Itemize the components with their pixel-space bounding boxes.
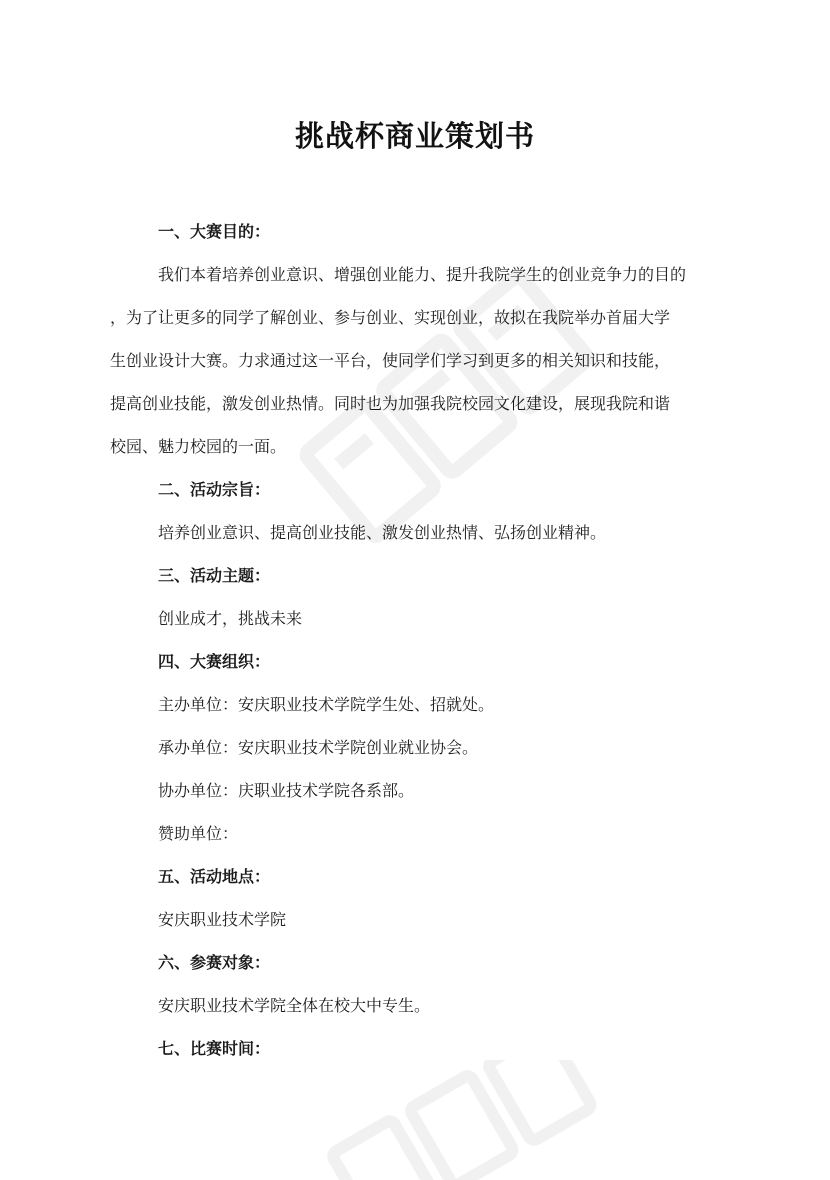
section-heading: 四、大赛组织： bbox=[158, 652, 271, 671]
section-heading: 七、比赛时间： bbox=[158, 1039, 271, 1058]
section-heading: 六、参赛对象： bbox=[158, 953, 271, 972]
section-text: 安庆职业技术学院全体在校大中专生。 bbox=[158, 996, 431, 1015]
sponsor-unit: 赞助单位： bbox=[158, 824, 239, 843]
section-heading: 五、活动地点： bbox=[158, 867, 271, 886]
paragraph-line: 校园、魅力校园的一面。 bbox=[110, 437, 287, 456]
section-heading: 一、大赛目的： bbox=[158, 222, 271, 241]
organizer-unit: 承办单位：安庆职业技术学院创业就业协会。 bbox=[158, 738, 479, 757]
section-heading: 二、活动宗旨： bbox=[158, 480, 271, 499]
co-organizer-unit: 协办单位：庆职业技术学院各系部。 bbox=[158, 781, 415, 800]
paragraph-line: 生创业设计大赛。力求通过这一平台，使同学们学习到更多的相关知识和技能， bbox=[110, 351, 671, 370]
section-heading: 三、活动主题： bbox=[158, 566, 271, 585]
page-title: 挑战杯商业策划书 bbox=[294, 119, 535, 153]
paragraph-line: 提高创业技能，激发创业热情。同时也为加强我院校园文化建设，展现我院和谐 bbox=[110, 394, 671, 413]
host-unit: 主办单位：安庆职业技术学院学生处、招就处。 bbox=[158, 695, 495, 714]
paragraph-line: ，为了让更多的同学了解创业、参与创业、实现创业，故拟在我院举办首届大学 bbox=[110, 308, 671, 327]
section-text: 安庆职业技术学院 bbox=[158, 910, 287, 929]
section-text: 培养创业意识、提高创业技能、激发创业热情、弘扬创业精神。 bbox=[158, 523, 607, 542]
paragraph bbox=[110, 259, 730, 474]
watermark-logo-icon bbox=[300, 1060, 600, 1180]
document-body bbox=[110, 216, 730, 1076]
section-text: 创业成才，挑战未来 bbox=[158, 609, 303, 628]
paragraph-line: 我们本着培养创业意识、增强创业能力、提升我院学生的创业竞争力的目的 bbox=[158, 265, 687, 284]
